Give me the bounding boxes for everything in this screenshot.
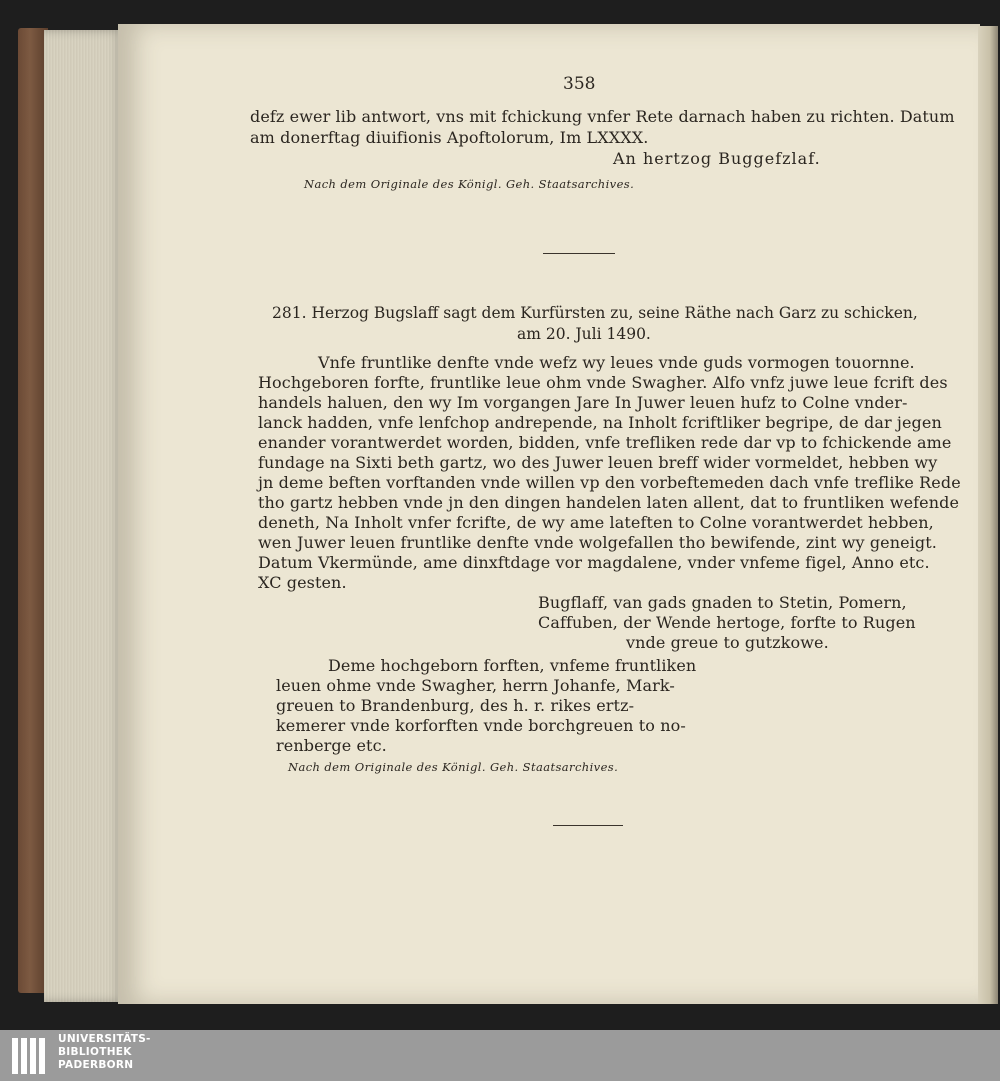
doc-line-1: Vnfe fruntlike denfte vnde wefz wy leues vnde guds vormogen touornne.	[318, 353, 915, 372]
doc-line-9: deneth, Na Inholt vnfer fcrifte, de wy ame lateften to Colne vorantwerdet hebben,	[258, 513, 934, 532]
doc-line-8: tho gartz hebben vnde jn den dingen handelen laten allent, dat to fruntliken wefende	[258, 493, 960, 512]
address-line-3: greuen to Brandenburg, des h. r. rikes ertz-	[276, 696, 635, 715]
prev-letter-source-note: Nach dem Originale des Königl. Geh. Staatsarchives.	[304, 177, 635, 191]
doc-line-2: Hochgeboren forfte, fruntlike leue ohm vnde Swagher. Alfo vnfz juwe leue fcrift des	[258, 373, 948, 392]
page-edges	[44, 30, 124, 1002]
signature-line-3: vnde greue to gutzkowe.	[626, 633, 829, 652]
doc-line-5: enander vorantwerdet worden, bidden, vnfe trefliken rede dar vp to fchickende ame	[258, 433, 952, 452]
signature-line-2: Caffuben, der Wende hertoge, forfte to Rugen	[538, 613, 916, 632]
page-number: 358	[563, 74, 596, 94]
prev-letter-address: An hertzog Buggefzlaf.	[613, 149, 821, 168]
doc-line-12: XC gesten.	[258, 573, 347, 592]
library-name-line-3: PADERBORN	[58, 1059, 134, 1071]
doc-line-3: handels haluen, den wy Im vorgangen Jare In Juwer leuen hufz to Colne vnder-	[258, 393, 908, 412]
library-logo-icon	[10, 1036, 50, 1076]
right-page-edge	[978, 26, 998, 1004]
address-line-1: Deme hochgeborn forften, vnfeme fruntliken	[328, 656, 697, 675]
doc-line-4: lanck hadden, vnfe lenfchop andrepende, na Inholt fcriftliker begripe, de dar jegen	[258, 413, 942, 432]
prev-letter-line-2: am donerftag diuifionis Apoftolorum, Im LXXXX.	[250, 128, 649, 147]
end-divider	[553, 825, 623, 826]
library-name	[58, 1033, 151, 1072]
address-line-5: renberge etc.	[276, 736, 387, 755]
doc-line-10: wen Juwer leuen fruntlike denfte vnde wolgefallen tho bewifende, zint wy geneigt.	[258, 533, 937, 552]
doc-source-note: Nach dem Originale des Königl. Geh. Staatsarchives.	[288, 760, 619, 774]
doc-line-6: fundage na Sixti beth gartz, wo des Juwer leuen breff wider vormeldet, hebben wy	[258, 453, 938, 472]
signature-line-1: Bugflaff, van gads gnaden to Stetin, Pomern,	[538, 593, 907, 612]
address-line-2: leuen ohme vnde Swagher, herrn Johanfe, Mark-	[276, 676, 675, 695]
prev-letter-line-1: defz ewer lib antwort, vns mit fchickung vnfer Rete darnach haben zu richten. Datum	[250, 107, 955, 126]
doc-line-11: Datum Vkermünde, ame dinxftdage vor magdalene, vnder vnfeme figel, Anno etc.	[258, 553, 930, 572]
doc-heading-line-2: am 20. Juli 1490.	[517, 325, 651, 343]
doc-heading-line-1: 281. Herzog Bugslaff sagt dem Kurfürsten zu, seine Räthe nach Garz zu schicken,	[272, 304, 918, 322]
library-name-line-1: UNIVERSITÄTS-	[58, 1033, 151, 1045]
doc-line-7: jn deme beften vorftanden vnde willen vp den vorbeftemeden dach vnfe treflike Rede	[258, 473, 961, 492]
library-name-line-2: BIBLIOTHEK	[58, 1046, 132, 1058]
address-line-4: kemerer vnde korforften vnde borchgreuen to no-	[276, 716, 686, 735]
section-divider	[543, 253, 615, 254]
